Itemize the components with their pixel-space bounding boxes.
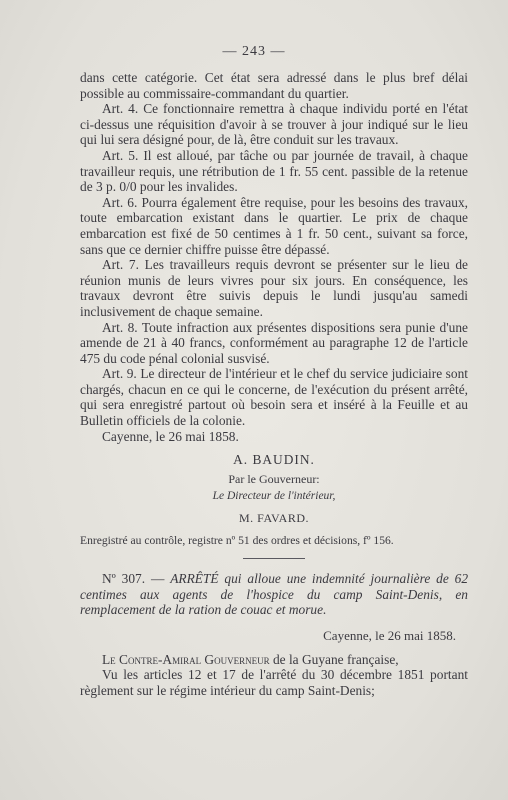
article-text: Pourra également être requise, pour les besoins des travaux, toute embarcation existant dans le quartier. Le prix de chaque embarcation est fixé de 50 centimes à 1 fr. 50 cent., suivant sa force, sans que ce dernier chiffre puisse être dépassé. [80, 194, 468, 257]
date-line: Cayenne, le 26 mai 1858. [102, 428, 239, 444]
article-label: Art. 8. [102, 319, 138, 335]
decree-title: ARRÊTÉ qui alloue une indemnité journalière de 62 centimes aux agents de l'hospice du camp Saint-Denis, en remplacement de la ration de couac et morue. [80, 571, 469, 618]
article-label: Art. 6. [102, 194, 138, 210]
signature-title: Le Directeur de l'intérieur, [212, 490, 336, 503]
article-text: Les travailleurs requis devront se présenter sur le lieu de réunion munis de leurs vivres pour six jours. En conséquence, les travaux devront être suivis depuis le lundi jusqu'au samedi inclusivement de chaque semaine. [80, 257, 469, 319]
intro-paragraph: dans cette catégorie. Cet état sera adressé dans le plus bref délai possible au commissaire-commandant du quartier. [80, 70, 468, 101]
authority-rest: de la Guyane française, [272, 651, 399, 667]
registre-line: Enregistré au contrôle, registre nº 51 des ordres et décisions, fº 156. [80, 533, 394, 547]
page-number: — 243 — [222, 44, 286, 59]
article-4 [80, 101, 468, 148]
decree-section [80, 571, 468, 698]
section-divider [243, 558, 305, 559]
article-6 [80, 195, 468, 257]
decree-date: Cayenne, le 26 mai 1858. [323, 628, 456, 643]
article-text: Ce fonctionnaire remettra à chaque individu porté en l'état ci-dessus une réquisition d'avoir à se trouver à jour indiqué sur le lieu qui lui sera désigné pour, de là, être conduit sur les travaux. [80, 101, 468, 148]
article-text: Il est alloué, par tâche ou par journée de travail, à chaque travailleur requis, une rétribution de 1 fr. 55 cent. passible de la retenue de 3 p. 0/0 pour les invalides. [80, 147, 468, 195]
article-text: Le directeur de l'intérieur et le chef du service judiciaire sont chargés, chacun en ce qui le concerne, de l'exécution du présent arrêté, qui sera enregistré partout où besoin sera et inséré à la Feuille et au Bulletin officiels de la colonie. [80, 366, 468, 429]
signature-par: Par le Gouverneur: [228, 471, 320, 486]
decree-vu: Vu les articles 12 et 17 de l'arrêté du 30 décembre 1851 portant règlement sur le régime intérieur du camp Saint-Denis; [80, 667, 468, 698]
article-7 [80, 257, 468, 319]
document-body [80, 70, 468, 698]
decree-number: Nº 307. — [102, 571, 165, 587]
article-label: Art. 4. [102, 101, 139, 117]
article-5 [80, 148, 468, 195]
decree-authority [80, 652, 468, 668]
article-text: Toute infraction aux présentes dispositions sera punie d'une amende de 21 à 40 francs, conformément au paragraphe 12 de l'article 475 du code pénal colonial susvisé. [80, 319, 468, 366]
article-8 [80, 320, 468, 367]
decree-heading [80, 571, 468, 618]
signature-name-2: M. FAVARD. [238, 511, 310, 526]
article-label: Art. 7. [102, 257, 139, 273]
article-9 [80, 366, 468, 428]
authority-caps: Le Contre-Amiral Gouverneur [102, 651, 270, 667]
signature-name: A. BAUDIN. [233, 452, 315, 468]
article-label: Art. 5. [102, 147, 139, 163]
article-label: Art. 9. [102, 366, 137, 382]
